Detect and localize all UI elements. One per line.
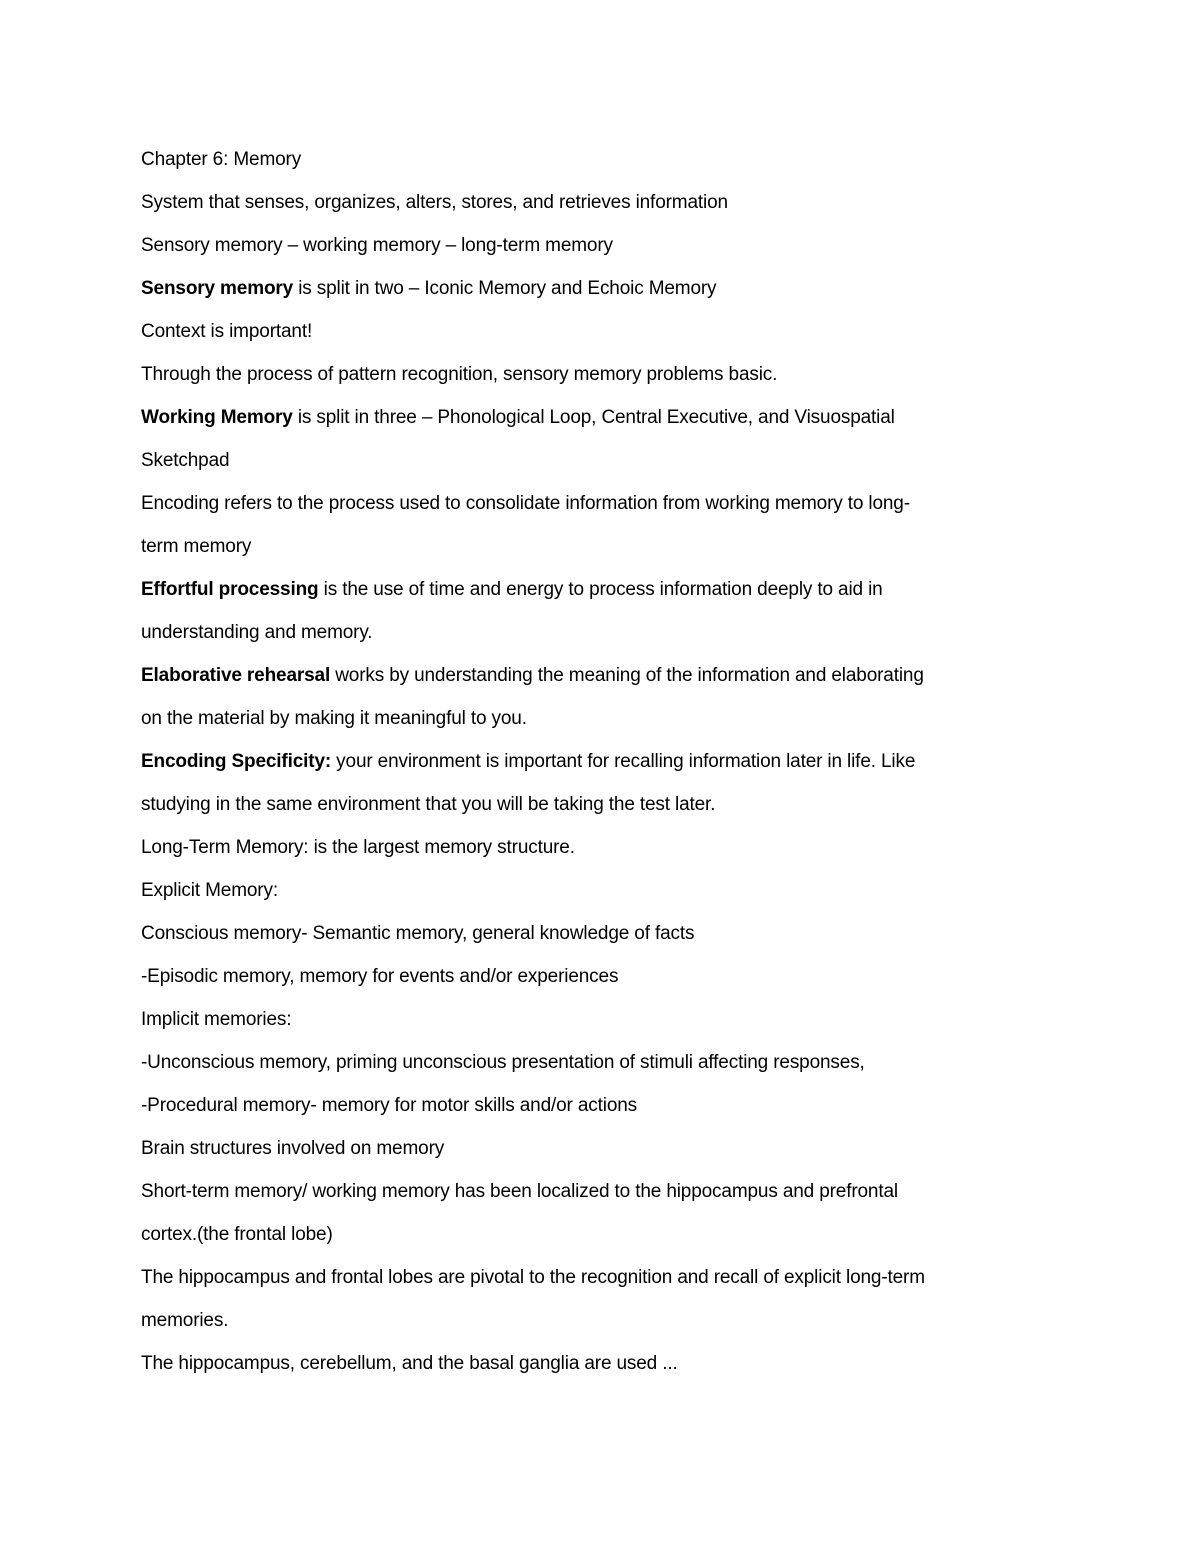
text-line: Sensory memory is split in two – Iconic Memory and Echoic Memory (141, 278, 717, 299)
text-line: Long-Term Memory: is the largest memory structure. (141, 837, 575, 858)
text-line: The hippocampus and frontal lobes are pivotal to the recognition and recall of explicit long-term (141, 1267, 925, 1288)
text-line: Short-term memory/ working memory has been localized to the hippocampus and prefrontal (141, 1181, 898, 1202)
text-line: Explicit Memory: (141, 880, 278, 901)
text-line: Context is important! (141, 321, 313, 342)
text-line: studying in the same environment that you will be taking the test later. (141, 794, 716, 815)
text-line: -Episodic memory, memory for events and/or experiences (141, 966, 619, 987)
text-line: understanding and memory. (141, 622, 373, 643)
document-body (141, 138, 1071, 1385)
text-line: Implicit memories: (141, 1009, 292, 1030)
text-line: Brain structures involved on memory (141, 1138, 445, 1159)
text-line: Elaborative rehearsal works by understanding the meaning of the information and elaborating (141, 665, 924, 686)
text-line: Encoding Specificity: your environment is important for recalling information later in life. Like (141, 751, 916, 772)
text-line: -Procedural memory- memory for motor skills and/or actions (141, 1095, 637, 1116)
text-line: Through the process of pattern recognition, sensory memory problems basic. (141, 364, 778, 385)
chapter-title: Chapter 6: Memory (141, 149, 302, 170)
text-line: cortex.(the frontal lobe) (141, 1224, 333, 1245)
text-line: System that senses, organizes, alters, stores, and retrieves information (141, 192, 728, 213)
text-line: The hippocampus, cerebellum, and the basal ganglia are used ... (141, 1353, 678, 1374)
text-line: -Unconscious memory, priming unconscious presentation of stimuli affecting responses, (141, 1052, 865, 1073)
text-line: Sensory memory – working memory – long-term memory (141, 235, 613, 256)
text-line: term memory (141, 536, 252, 557)
text-line: Sketchpad (141, 450, 230, 471)
text-line: Effortful processing is the use of time and energy to process information deeply to aid in (141, 579, 883, 600)
text-line: Working Memory is split in three – Phonological Loop, Central Executive, and Visuospatial (141, 407, 895, 428)
text-line: on the material by making it meaningful to you. (141, 708, 527, 729)
text-line: memories. (141, 1310, 229, 1331)
text-line: Encoding refers to the process used to consolidate information from working memory to long- (141, 493, 910, 514)
text-line: Conscious memory- Semantic memory, general knowledge of facts (141, 923, 695, 944)
